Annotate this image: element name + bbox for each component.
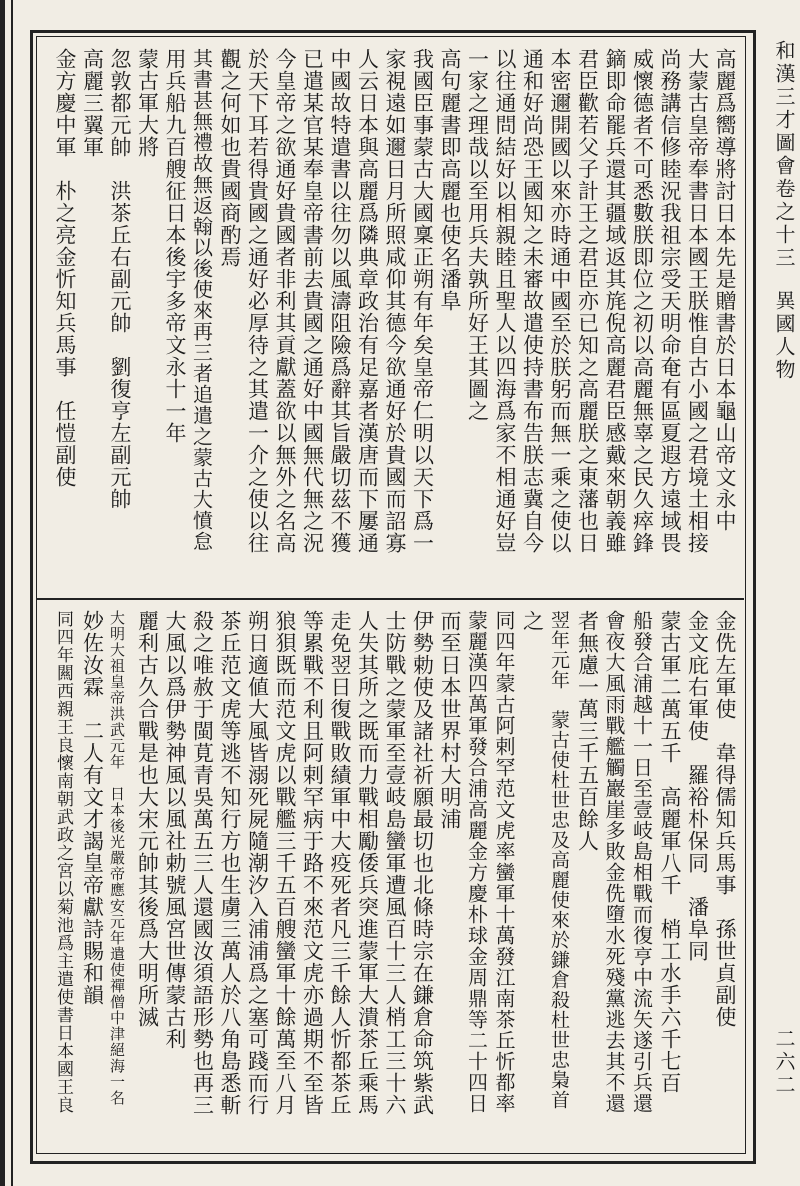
lower-column: 翌年元年 蒙古使杜世忠及高麗使來於鎌倉殺杜世忠梟首	[548, 610, 570, 1110]
lower-column: 同四年闗西親王良懷南朝武政之宮以菊池爲主遣使書日本國王良	[53, 610, 73, 1114]
lower-column: 大風以爲伊勢神風以風社勅號風宮世傳蒙古利	[163, 610, 187, 1050]
lower-column: 會夜大風雨戰艦觸巖崖多敗金侁墮水死殘黨逃去其不還	[602, 610, 626, 1114]
lower-column: 麗利古久合戰是也大宋元帥其後爲大明所滅	[135, 610, 160, 1028]
upper-column: 高麗三翼軍	[80, 48, 105, 158]
upper-column: 大蒙古皇帝奉書日本國王朕惟自古小國之君境土相接	[685, 48, 710, 554]
upper-column: 尚務講信修睦況我祖宗受天明命奄有區夏遐方遠域畏	[658, 48, 682, 554]
lower-column: 大明大祖皇帝洪武元年 日本後光嚴帝應安元年遣使禪僧中津絕海一名	[108, 610, 126, 1106]
left-binding-rule-thin	[11, 0, 13, 1186]
upper-column: 君臣歡若父子計王之君臣亦已知之高麗朕之東藩也日	[575, 48, 600, 554]
upper-column: 已遣某官某奉皇帝書前去貴國之通好中國無代無之況	[300, 48, 325, 554]
lower-column: 蒙麗漢四萬軍發合浦高麗金方慶朴球金周鼎等二十四日	[464, 610, 489, 1114]
left-binding-rule	[0, 0, 5, 1186]
upper-column: 於天下耳若得貴國之通好必厚待之其遣一介之使以往	[245, 48, 270, 554]
lower-column: 朔日適値大風皆溺死屍隨潮汐入浦浦爲之塞可踐而行	[245, 610, 270, 1116]
upper-column: 用兵船九百艘征日本後宇多帝文永十一年	[163, 48, 187, 444]
book-title: 和漢三才圖會卷之十三	[772, 40, 796, 270]
lower-column: 金侁左軍使 韋得儒知兵馬事 孫世貞副使	[713, 610, 737, 1028]
upper-column: 一家之理哉以至用兵夫孰所好王其圖之	[465, 48, 490, 422]
lower-column: 妙佐汝霖 二人有文才謁皇帝獻詩賜和韻	[80, 610, 105, 1006]
lower-column: 殺之唯赦于閩莧青吳萬五三人還國汝須語形勢也再三	[190, 610, 215, 1116]
upper-column: 高句麗書即高麗也使名潘阜	[438, 48, 462, 312]
upper-column: 家視遠如邇日月所照咸仰其德今欲通好於貴國而詔寡	[383, 48, 407, 554]
lower-column: 船發合浦越十一日至壹岐島相戰而復亨中流矢遂引兵還	[629, 610, 654, 1114]
lower-column: 之	[520, 610, 545, 632]
upper-column: 蒙古軍大將	[135, 48, 160, 158]
upper-column: 鏑即命罷兵還其疆域返其旄倪高麗君臣感戴來朝義雖	[603, 48, 627, 554]
section-title: 異國人物	[772, 290, 796, 382]
upper-column: 今皇帝之欲通好貴國者非利其貢獻蓋欲以無外之名高	[273, 48, 297, 554]
lower-column: 而至日本世界村大明浦	[438, 610, 462, 830]
upper-column: 忽敦都元帥 洪茶丘右副元帥 劉復亨左副元帥	[108, 48, 132, 510]
lower-column: 士防戰之蒙軍至壹岐島蠻軍遭風百十三人梢工三十六	[383, 610, 407, 1116]
page-number: 二六二	[772, 1028, 796, 1097]
lower-column: 等累戰不利且阿剌罕病于路不來范文虎亦過期不至皆	[300, 610, 325, 1116]
lower-column: 狼狽既而范文虎以戰艦三千五百艘蠻軍十餘萬至八月	[273, 610, 297, 1116]
upper-column: 觀之何如也貴國商酌焉	[218, 48, 242, 268]
upper-column: 以往通問結好以相親睦且聖人以四海爲家不相通好豈	[493, 48, 517, 554]
lower-column: 同四年蒙古阿剌罕范文虎率蠻軍十萬發江南茶丘忻都率	[492, 610, 516, 1114]
lower-column: 金文庇右軍使 羅裕朴保同 潘阜同	[685, 610, 710, 962]
upper-column: 我國臣事蒙古大國稟正朔有年矣皇帝仁明以天下爲一	[410, 48, 435, 554]
upper-column: 高麗爲嚮導將討日本先是贈書於日本龜山帝文永中	[713, 48, 737, 532]
upper-column: 人云日本與高麗爲隣典章政治有足嘉者漢唐而下屢通	[355, 48, 380, 554]
lower-column: 者無慮一萬三千五百餘人	[575, 610, 600, 852]
lower-column: 蒙古軍二萬五千 高麗軍八千 梢工水手六千七百	[658, 610, 682, 1094]
section-divider	[36, 598, 744, 600]
lower-column: 人失其所之既而力戰相勵倭兵突進蒙軍大潰茶丘乘馬	[355, 610, 380, 1116]
upper-column: 其書甚無禮故無返翰以後使來再三者追遣之蒙古大憤怠	[189, 48, 214, 552]
upper-column: 威懷德者不可悉數朕即位之初以高麗無辜之民久瘁鋒	[630, 48, 655, 554]
upper-column: 通和好尚恐王國知之未審故遣使持書布告朕志冀自今	[520, 48, 545, 554]
lower-column: 走免翌日復戰敗績軍中大疫死者凡三千餘人忻都茶丘	[328, 610, 352, 1116]
lower-column: 伊勢勅使及諸社祈願最切也北條時宗在鎌倉命筑紫武	[410, 610, 435, 1116]
lower-column: 茶丘范文虎等逃不知行方也生虜三萬人於八角島悉斬	[218, 610, 242, 1116]
upper-column: 中國故特遣書以往勿以風濤阻險爲辭其旨嚴切茲不獲	[328, 48, 352, 554]
upper-column: 本密邇開國以來亦時通中國至於朕躬而無一乘之使以	[548, 48, 572, 554]
upper-column: 金方慶中軍 朴之亮金忻知兵馬事 任愷副使	[53, 48, 77, 488]
